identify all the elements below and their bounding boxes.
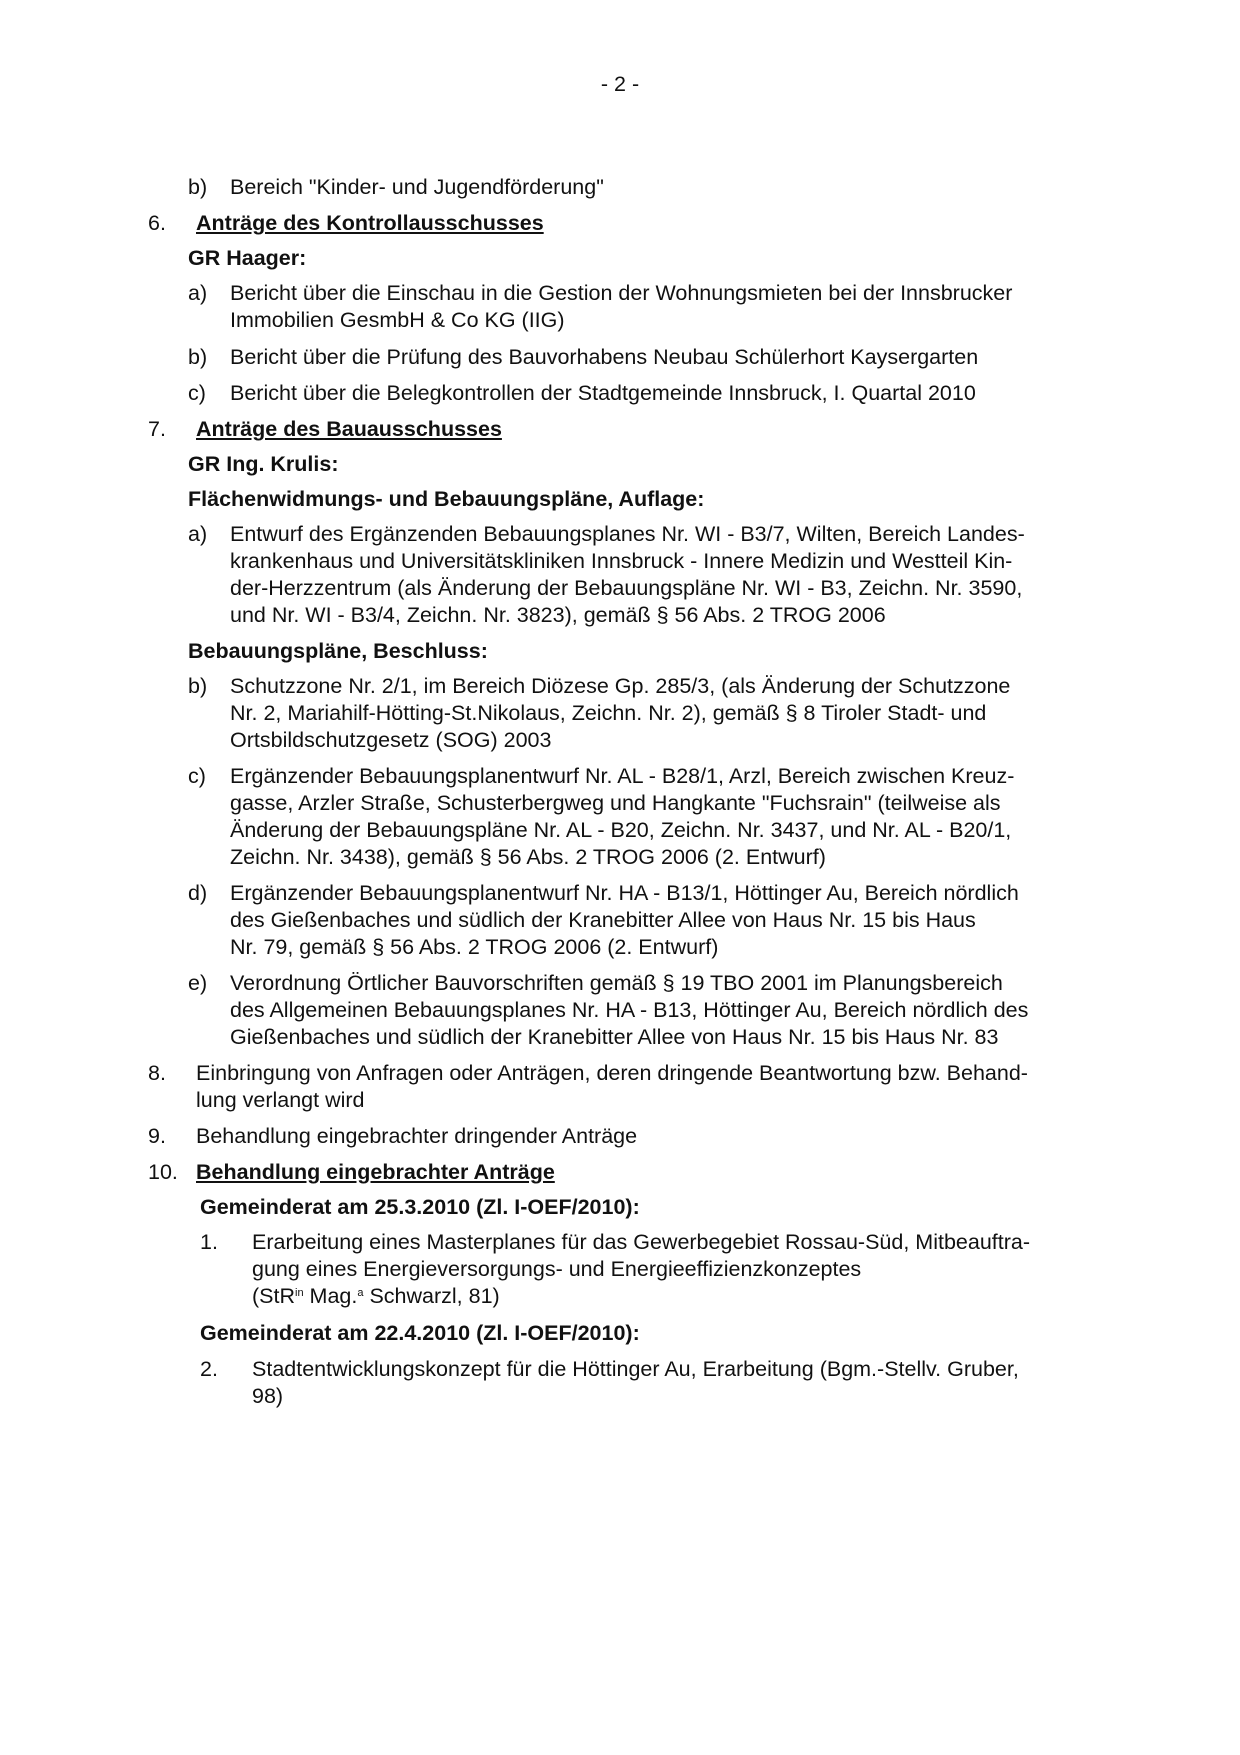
session-heading: Gemeinderat am 25.3.2010 (Zl. I-OEF/2010): — [200, 1195, 640, 1219]
session-heading: Gemeinderat am 22.4.2010 (Zl. I-OEF/2010): — [200, 1321, 640, 1345]
item-label: c) — [188, 381, 206, 405]
agenda-item-5b — [188, 174, 1100, 201]
item-text-line: Änderung der Bebauungspläne Nr. AL - B20, Zeichn. Nr. 3437, und Nr. AL - B20/1, — [230, 818, 1012, 842]
request-entry-2 — [200, 1356, 1100, 1410]
item-text-line: Verordnung Örtlicher Bauvorschriften gemäß § 19 TBO 2001 im Planungsbereich — [230, 971, 1003, 995]
section-title: Anträge des Bauausschusses — [196, 417, 502, 441]
item-text: Bericht über die Prüfung des Bauvorhabens Neubau Schülerhort Kaysergarten — [230, 345, 979, 369]
item-text-line: Entwurf des Ergänzenden Bebauungsplanes Nr. WI - B3/7, Wilten, Bereich Landes- — [230, 522, 1025, 546]
speaker: GR Ing. Krulis: — [188, 452, 339, 476]
entry-number: 2. — [200, 1357, 218, 1381]
item-text-line: gung eines Energieversorgungs- und Energieeffizienzkonzeptes — [252, 1257, 862, 1281]
item-number: 6. — [148, 211, 166, 235]
item-label: e) — [188, 971, 208, 995]
item-text-line: Bericht über die Einschau in die Gestion der Wohnungsmieten bei der Innsbrucker — [230, 281, 1013, 305]
item-text: Behandlung eingebrachter dringender Anträge — [196, 1124, 638, 1148]
page-number: - 2 - — [600, 72, 640, 96]
agenda-item-6c — [188, 380, 1100, 407]
item-text-line: und Nr. WI - B3/4, Zeichn. Nr. 3823), gemäß § 56 Abs. 2 TROG 2006 — [230, 603, 886, 627]
item-text-line: der-Herzzentrum (als Änderung der Bebauungspläne Nr. WI - B3, Zeichn. Nr. 3590, — [230, 576, 1023, 600]
agenda-item-7d — [188, 880, 1100, 961]
item-text-line: des Allgemeinen Bebauungsplanes Nr. HA - B13, Höttinger Au, Bereich nördlich des — [230, 998, 1029, 1022]
speaker: GR Haager: — [188, 246, 307, 270]
subsection-heading: Bebauungspläne, Beschluss: — [188, 639, 488, 663]
agenda-item-7 — [148, 416, 1100, 443]
item-text-line: 98) — [252, 1384, 284, 1408]
item-text-line: Nr. 79, gemäß § 56 Abs. 2 TROG 2006 (2. Entwurf) — [230, 935, 719, 959]
item-number: 7. — [148, 417, 166, 441]
agenda-item-8 — [148, 1060, 1100, 1114]
agenda-item-10 — [148, 1159, 1100, 1186]
request-entry-1 — [200, 1229, 1100, 1310]
item-label: b) — [188, 345, 208, 369]
item-text-line: Ergänzender Bebauungsplanentwurf Nr. HA - B13/1, Höttinger Au, Bereich nördlich — [230, 881, 1019, 905]
agenda-item-6a — [188, 280, 1100, 334]
item-text-line: Ergänzender Bebauungsplanentwurf Nr. AL - B28/1, Arzl, Bereich zwischen Kreuz- — [230, 764, 1015, 788]
item-text: Bereich "Kinder- und Jugendförderung" — [230, 175, 604, 199]
item-text-line: Stadtentwicklungskonzept für die Höttinger Au, Erarbeitung (Bgm.-Stellv. Gruber, — [252, 1357, 1019, 1381]
section-title: Anträge des Kontrollausschusses — [196, 211, 544, 235]
entry-number: 1. — [200, 1230, 218, 1254]
item-text-line: Schutzzone Nr. 2/1, im Bereich Diözese Gp. 285/3, (als Änderung der Schutzzone — [230, 674, 1011, 698]
item-text-line: Erarbeitung eines Masterplanes für das Gewerbegebiet Rossau-Süd, Mitbeauftra- — [252, 1230, 1030, 1254]
item-text-line: Gießenbaches und südlich der Kranebitter Allee von Haus Nr. 15 bis Haus Nr. 83 — [230, 1025, 999, 1049]
item-label: a) — [188, 281, 208, 305]
item-label: a) — [188, 522, 208, 546]
item-text-line: (StR$^{in}$ Mag.$^a$ Schwarzl, 81) — [252, 1284, 500, 1308]
agenda-content — [148, 174, 1100, 1410]
item-label: d) — [188, 881, 208, 905]
item-number: 9. — [148, 1124, 166, 1148]
agenda-item-6 — [148, 210, 1100, 237]
agenda-item-7b — [188, 673, 1100, 754]
item-text-line: des Gießenbaches und südlich der Kranebitter Allee von Haus Nr. 15 bis Haus — [230, 908, 976, 932]
item-text-line: lung verlangt wird — [196, 1088, 365, 1112]
item-label: b) — [188, 674, 208, 698]
subsection-heading: Flächenwidmungs- und Bebauungspläne, Auflage: — [188, 487, 705, 511]
item-number: 8. — [148, 1061, 166, 1085]
item-label: b) — [188, 175, 208, 199]
item-number: 10. — [148, 1160, 178, 1184]
item-text-line: gasse, Arzler Straße, Schusterbergweg und Hangkante "Fuchsrain" (teilweise als — [230, 791, 1001, 815]
agenda-item-9 — [148, 1123, 1100, 1150]
agenda-item-7c — [188, 763, 1100, 871]
item-text-line: Immobilien GesmbH & Co KG (IIG) — [230, 308, 565, 332]
agenda-item-7e — [188, 970, 1100, 1051]
item-text-line: Einbringung von Anfragen oder Anträgen, deren dringende Beantwortung bzw. Behand- — [196, 1061, 1028, 1085]
item-text-line: Ortsbildschutzgesetz (SOG) 2003 — [230, 728, 552, 752]
item-text-line: Zeichn. Nr. 3438), gemäß § 56 Abs. 2 TROG 2006 (2. Entwurf) — [230, 845, 826, 869]
item-text-line: Nr. 2, Mariahilf-Hötting-St.Nikolaus, Zeichn. Nr. 2), gemäß § 8 Tiroler Stadt- und — [230, 701, 987, 725]
item-text-line: krankenhaus und Universitätskliniken Innsbruck - Innere Medizin und Westteil Kin- — [230, 549, 1013, 573]
item-label: c) — [188, 764, 206, 788]
item-text: Bericht über die Belegkontrollen der Stadtgemeinde Innsbruck, I. Quartal 2010 — [230, 381, 976, 405]
agenda-item-7a — [188, 521, 1100, 629]
agenda-item-6b — [188, 344, 1100, 371]
section-title: Behandlung eingebrachter Anträge — [196, 1160, 555, 1184]
